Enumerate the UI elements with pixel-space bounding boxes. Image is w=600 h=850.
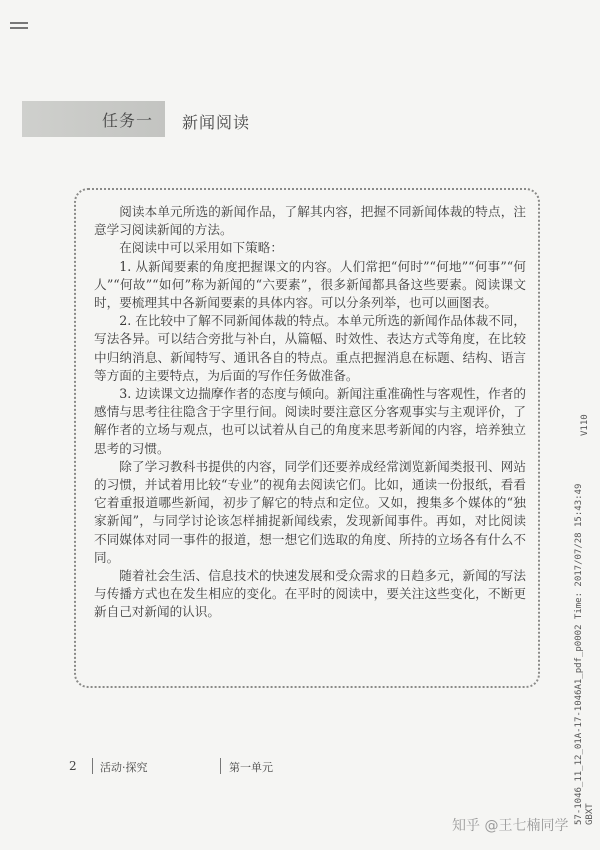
paragraph: 3. 边读课文边揣摩作者的态度与倾向。新闻注重准确性与客观性，作者的感情与思考往往隐含于字里行间。阅读时要注意区分客观事实与主观评价，了解作者的立场与观点，也可以试着从自己的角度来思考新闻的内容，培养独立思考的习惯。 [94,386,526,456]
task-banner [22,101,165,137]
task-title: 新闻阅读 [182,113,251,132]
paragraph: 随着社会生活、信息技术的快速发展和受众需求的日趋多元，新闻的写法与传播方式也在发生相应的变化。在平时的阅读中，要关注这些变化，不断更新自己对新闻的认识。 [94,568,526,620]
footer-divider [220,758,221,774]
paragraph: 除了学习教科书提供的内容，同学们还要养成经常浏览新闻类报刊、网站的习惯，并试着用比较“专业”的视角去阅读它们。比如，通读一份报纸，看看它着重报道哪些新闻，初步了解它的特点和定位。又如，搜集多个媒体的“独家新闻”，与同学讨论该怎样捕捉新闻线索，发现新闻事件。再如，对比阅读不同媒体对同一事件的报道，想一想它们选取的角度、所持的立场各有什么不同。 [94,458,526,565]
paragraph: 在阅读中可以采用如下策略： [119,240,283,256]
margin-code-long: 57-1046_11_12_01A-17-1046A1_pdf_p0002 Time: 2017/07/28 15:43:49 [574,483,584,825]
reading-strategy-text [94,203,526,622]
paragraph: 1. 从新闻要素的角度把握课文的内容。人们常把“何时”“何地”“何事”“何人”“何故”“如何”称为新闻的“六要素”，很多新闻都具备这些要素。阅读课文时，要梳理其中各新闻要素的具体内容。可以分条列举，也可以画图表。 [94,258,526,311]
zhihu-watermark: 知乎 @王七楠同学 [452,818,569,834]
paragraph: 阅读本单元所选的新闻作品，了解其内容，把握不同新闻体裁的特点，注意学习阅读新闻的方法。 [94,204,526,238]
footer-divider [92,758,93,774]
margin-code-short: GBXT [585,803,595,825]
task-label: 任务一 [101,110,153,130]
margin-code-top: V110 [580,414,590,436]
footer-section: 活动·探究 [100,761,148,774]
paragraph: 2. 在比较中了解不同新闻体裁的特点。本单元所选的新闻作品体裁不同，写法各异。可以结合旁批与补白，从篇幅、时效性、表达方式等角度，在比较中归纳消息、新闻特写、通讯各自的特点。重点把握消息在标题、结构、语言等方面的主要特点，为后面的写作任务做准备。 [94,313,526,383]
page-number: 2 [69,759,77,773]
footer-unit: 第一单元 [229,761,273,774]
corner-crop-mark [10,22,28,36]
